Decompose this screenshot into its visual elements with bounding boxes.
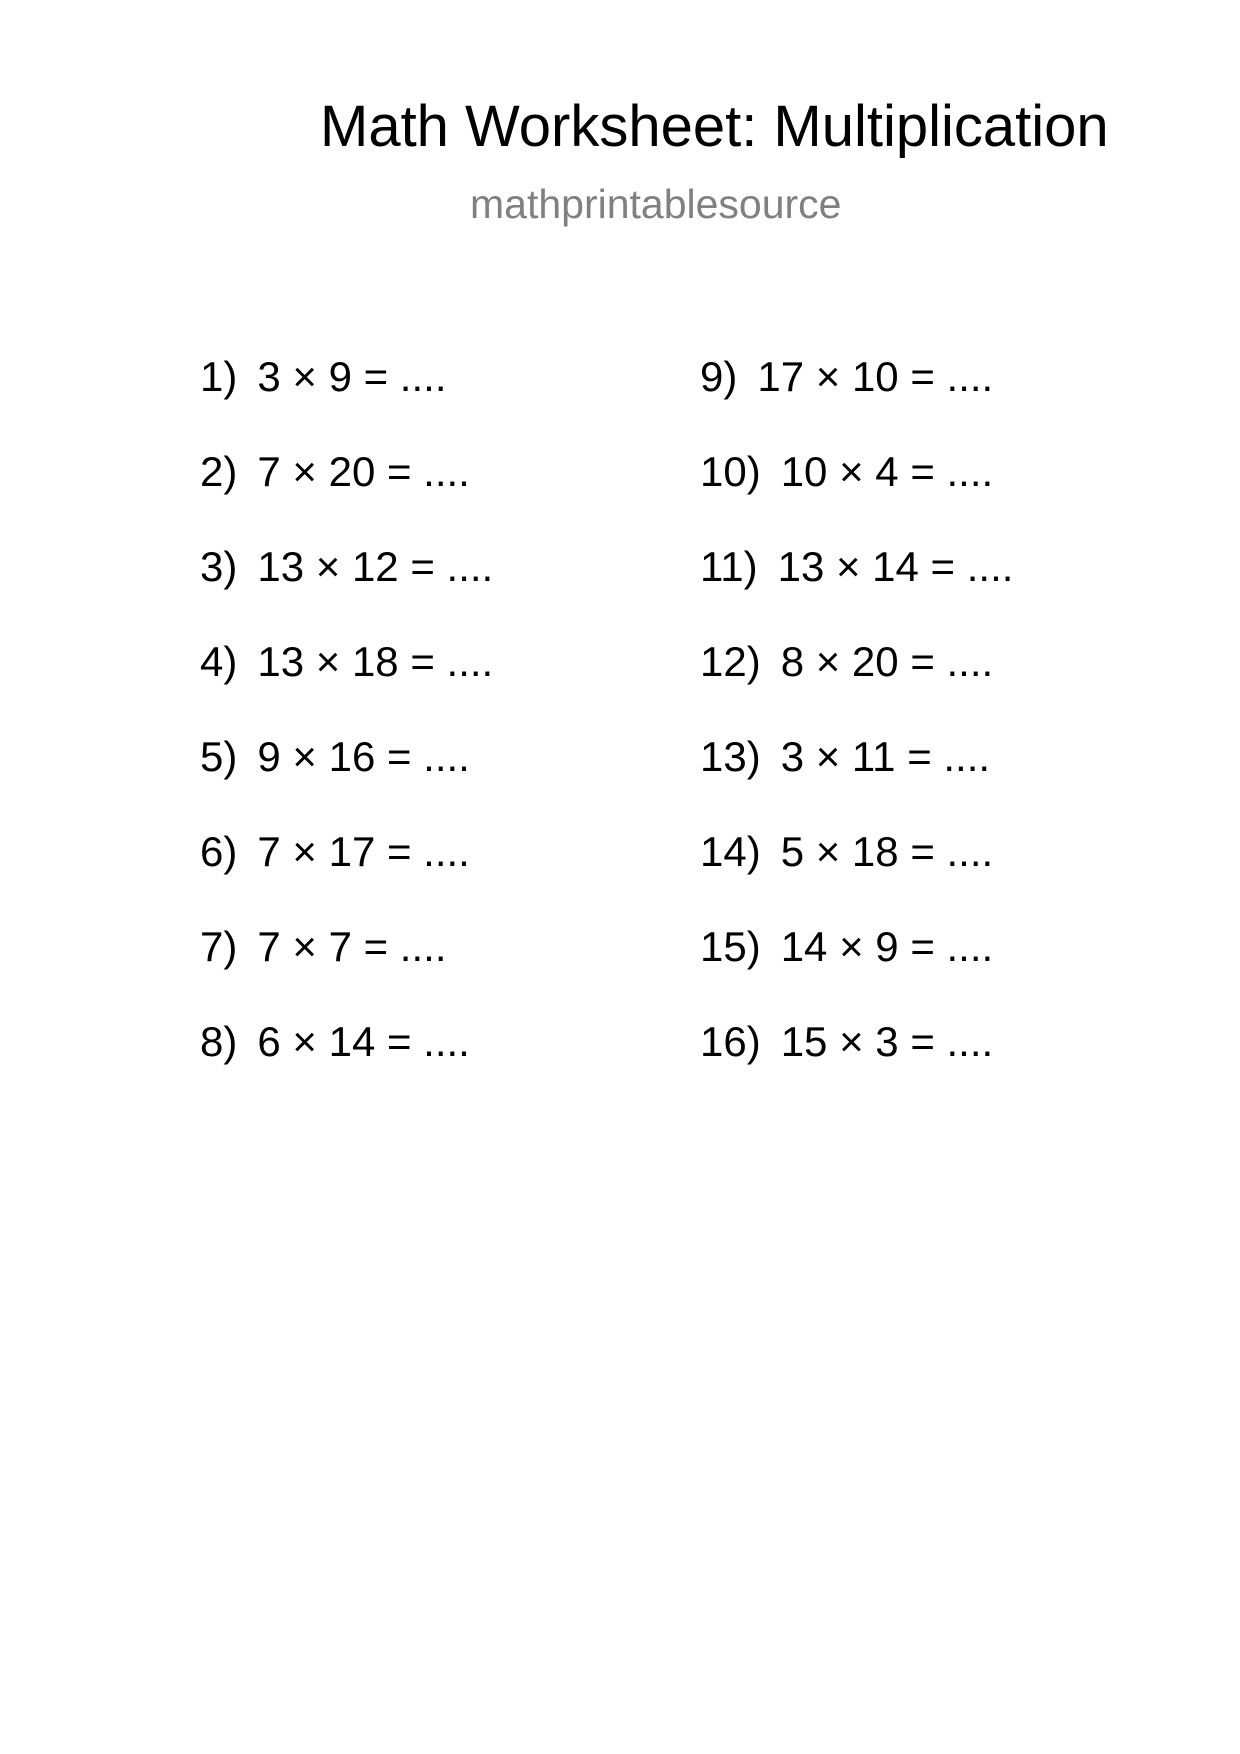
problem-expression: 13 × 18 = .... xyxy=(257,638,494,685)
problem-number: 5) xyxy=(200,733,238,780)
problem-item xyxy=(700,638,1013,733)
problem-number: 8) xyxy=(200,1018,238,1065)
problem-expression: 14 × 9 = .... xyxy=(780,923,994,970)
problem-number: 12) xyxy=(700,638,761,685)
problem-number: 1) xyxy=(200,353,238,400)
problem-expression: 3 × 9 = .... xyxy=(257,353,447,400)
problem-number: 13) xyxy=(700,733,761,780)
problem-number: 6) xyxy=(200,828,238,875)
problem-number: 9) xyxy=(700,353,738,400)
problem-expression: 8 × 20 = .... xyxy=(780,638,994,685)
problem-expression: 9 × 16 = .... xyxy=(257,733,470,780)
problem-number: 7) xyxy=(200,923,238,970)
problem-expression: 10 × 4 = .... xyxy=(780,448,994,495)
problem-number: 15) xyxy=(700,923,761,970)
problem-expression: 7 × 7 = .... xyxy=(257,923,447,970)
problem-expression: 5 × 18 = .... xyxy=(780,828,994,875)
problem-list-right xyxy=(700,353,1013,1113)
problem-expression: 3 × 11 = .... xyxy=(780,733,991,780)
problem-expression: 7 × 17 = .... xyxy=(257,828,470,875)
problem-expression: 7 × 20 = .... xyxy=(257,448,470,495)
problem-number: 16) xyxy=(700,1018,761,1065)
problem-item xyxy=(200,1018,493,1113)
problem-expression: 13 × 14 = .... xyxy=(777,543,1014,590)
problem-item xyxy=(700,923,1013,1018)
problem-item xyxy=(700,353,1013,448)
problem-item xyxy=(700,733,1013,828)
problem-item xyxy=(700,828,1013,923)
problem-item xyxy=(200,353,493,448)
problem-item xyxy=(700,448,1013,543)
problem-expression: 15 × 3 = .... xyxy=(780,1018,994,1065)
problem-item xyxy=(200,828,493,923)
page-title: Math Worksheet: Multiplication xyxy=(320,94,1109,159)
problem-number: 10) xyxy=(700,448,761,495)
problem-item xyxy=(200,638,493,733)
page-subtitle: mathprintablesource xyxy=(470,181,842,227)
problem-expression: 17 × 10 = .... xyxy=(757,353,994,400)
problem-number: 11) xyxy=(700,543,758,590)
problem-number: 2) xyxy=(200,448,238,495)
problem-number: 3) xyxy=(200,543,238,590)
problem-list-left xyxy=(200,353,493,1113)
problem-item xyxy=(200,923,493,1018)
problem-item xyxy=(700,1018,1013,1113)
problem-number: 4) xyxy=(200,638,238,685)
problem-item xyxy=(200,733,493,828)
problem-item xyxy=(200,448,493,543)
problem-number: 14) xyxy=(700,828,761,875)
problem-item xyxy=(200,543,493,638)
problem-item xyxy=(700,543,1013,638)
problem-expression: 6 × 14 = .... xyxy=(257,1018,470,1065)
problem-expression: 13 × 12 = .... xyxy=(257,543,494,590)
